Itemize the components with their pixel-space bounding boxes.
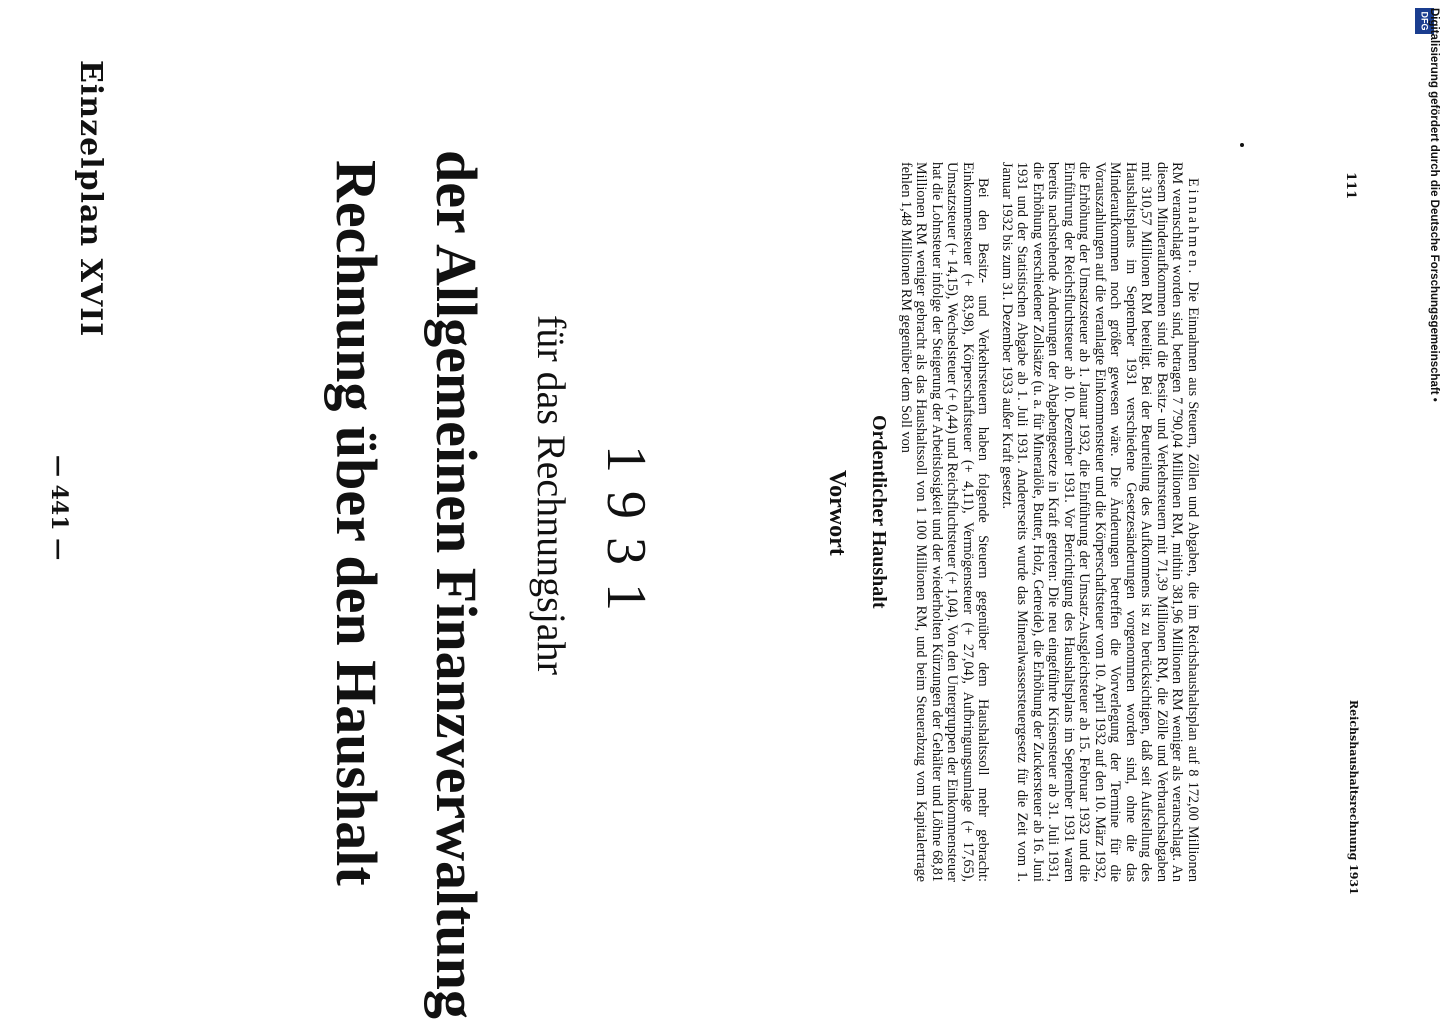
footer-page-number: 111 — [1343, 172, 1358, 200]
title-line-2: der Allgemeinen Finanzverwaltung — [424, 150, 489, 1019]
title-line-1: Rechnung über den Haushalt — [324, 160, 389, 886]
paragraph-1-text: Die Einnahmen aus Steuern, Zöllen und Abgaben, die im Reichshaushaltsplan auf 8 172,00 Millionen RM veranschlagt worden sind, betragen 7 790,04 Millionen RM, mithin 381,96 Millionen RM weniger als veranschlagt. An diesem Minderaufkommen sind die Besitz- und Verkehrsteuern mit 71,39 Millionen RM, die Zölle und Verbrauchsabgaben mit 310,57 Millionen RM beteiligt. Bei der Beurteilung des Aufkommens ist zu berücksichtigen, daß seit Aufstellung des Haushaltsplans im September 1931 verschiedene Gesetzesänderungen vorgenommen worden sind, ohne die das Minderaufkommen noch größer gewesen wäre. Die Änderungen betreffen die Vorverlegung der Termine für die Vorauszahlungen auf die veranlagte Einkommensteuer und die Körperschaftsteuer vom 10. April 1932 auf den 10. März 1932, die Erhöhung der Umsatzsteuer ab 1. Januar 1932, die Einführung der Umsatz-Ausgleichsteuer ab 15. Februar 1932 und die Einführung der Reichsfluchtsteuer ab 10. Dezember 1931. Vor Berichtigung des Haushaltsplans im September 1931 waren bereits nachstehende Änderungen der Abgabengesetze in Kraft getreten: Die neu eingeführte Krisensteuer ab 31. Juli 1931, die Erhöhung verschiedener Zollsätze (u. a. für Mineralöle, Butter, Holz, Getreide), die Erhöhung der Zuckersteuer ab 16. Juni 1931 und der Statistischen Abgabe ab 1. Juli 1931. Andererseits wurde das Mineralwassersteuergesetz für die Zeit vom 1. Januar 1932 bis zum 31. Dezember 1933 außer Kraft gesetzt. — [999, 162, 1201, 882]
paragraph-2-text: Bei den Besitz- und Verkehrsteuern haben folgende Steuern gegenüber dem Haushaltssoll mehr gebracht: Einkommensteuer (+ 83,98), Körperschaftsteuer (+ 4,11), Vermögensteuer (+ 27,04), Aufbringungsumlage (+ 17,65), Umsatzsteuer (+ 14,15), Wechselsteuer (+ 0,44) und Reichsfluchtsteuer (+ 1,04). Von den Untergruppen der Einkommensteuer hat die Lohnsteuer infolge der Steigerung der Arbeitslosigkeit und der wiederholten Kürzungen der Gehälter und Löhne 68,81 Millionen RM weniger gebracht als das Haushaltssoll von 1 100 Millionen RM, und beim Steuerabzug vom Kapitalertrage fehlen 1,48 Millionen RM gegenüber dem Soll von — [898, 162, 992, 882]
body-paragraph-1 — [999, 162, 1201, 882]
paragraph-lead: Einnahmen. — [1185, 178, 1201, 277]
digitization-note: Digitalisierung gefördert durch die Deutsche Forschungsgemeinschaft • — [1428, 8, 1440, 402]
section-heading: Ordentlicher Haushalt — [868, 415, 890, 609]
margin-mark — [1240, 143, 1244, 147]
title-line-3: für das Rechnungsjahr — [529, 315, 574, 675]
body-text — [898, 162, 1201, 882]
footer-title: Reichshaushaltsrechnung 1931 — [1347, 700, 1360, 895]
dfg-logo-text: DFG — [1419, 11, 1430, 31]
page-number: — 441 — — [46, 455, 72, 561]
body-paragraph-2 — [898, 162, 991, 882]
einzelplan-label: Einzelplan XVII — [73, 60, 108, 338]
title-year: 1931 — [595, 445, 657, 629]
vorwort-heading: Vorwort — [824, 470, 850, 556]
